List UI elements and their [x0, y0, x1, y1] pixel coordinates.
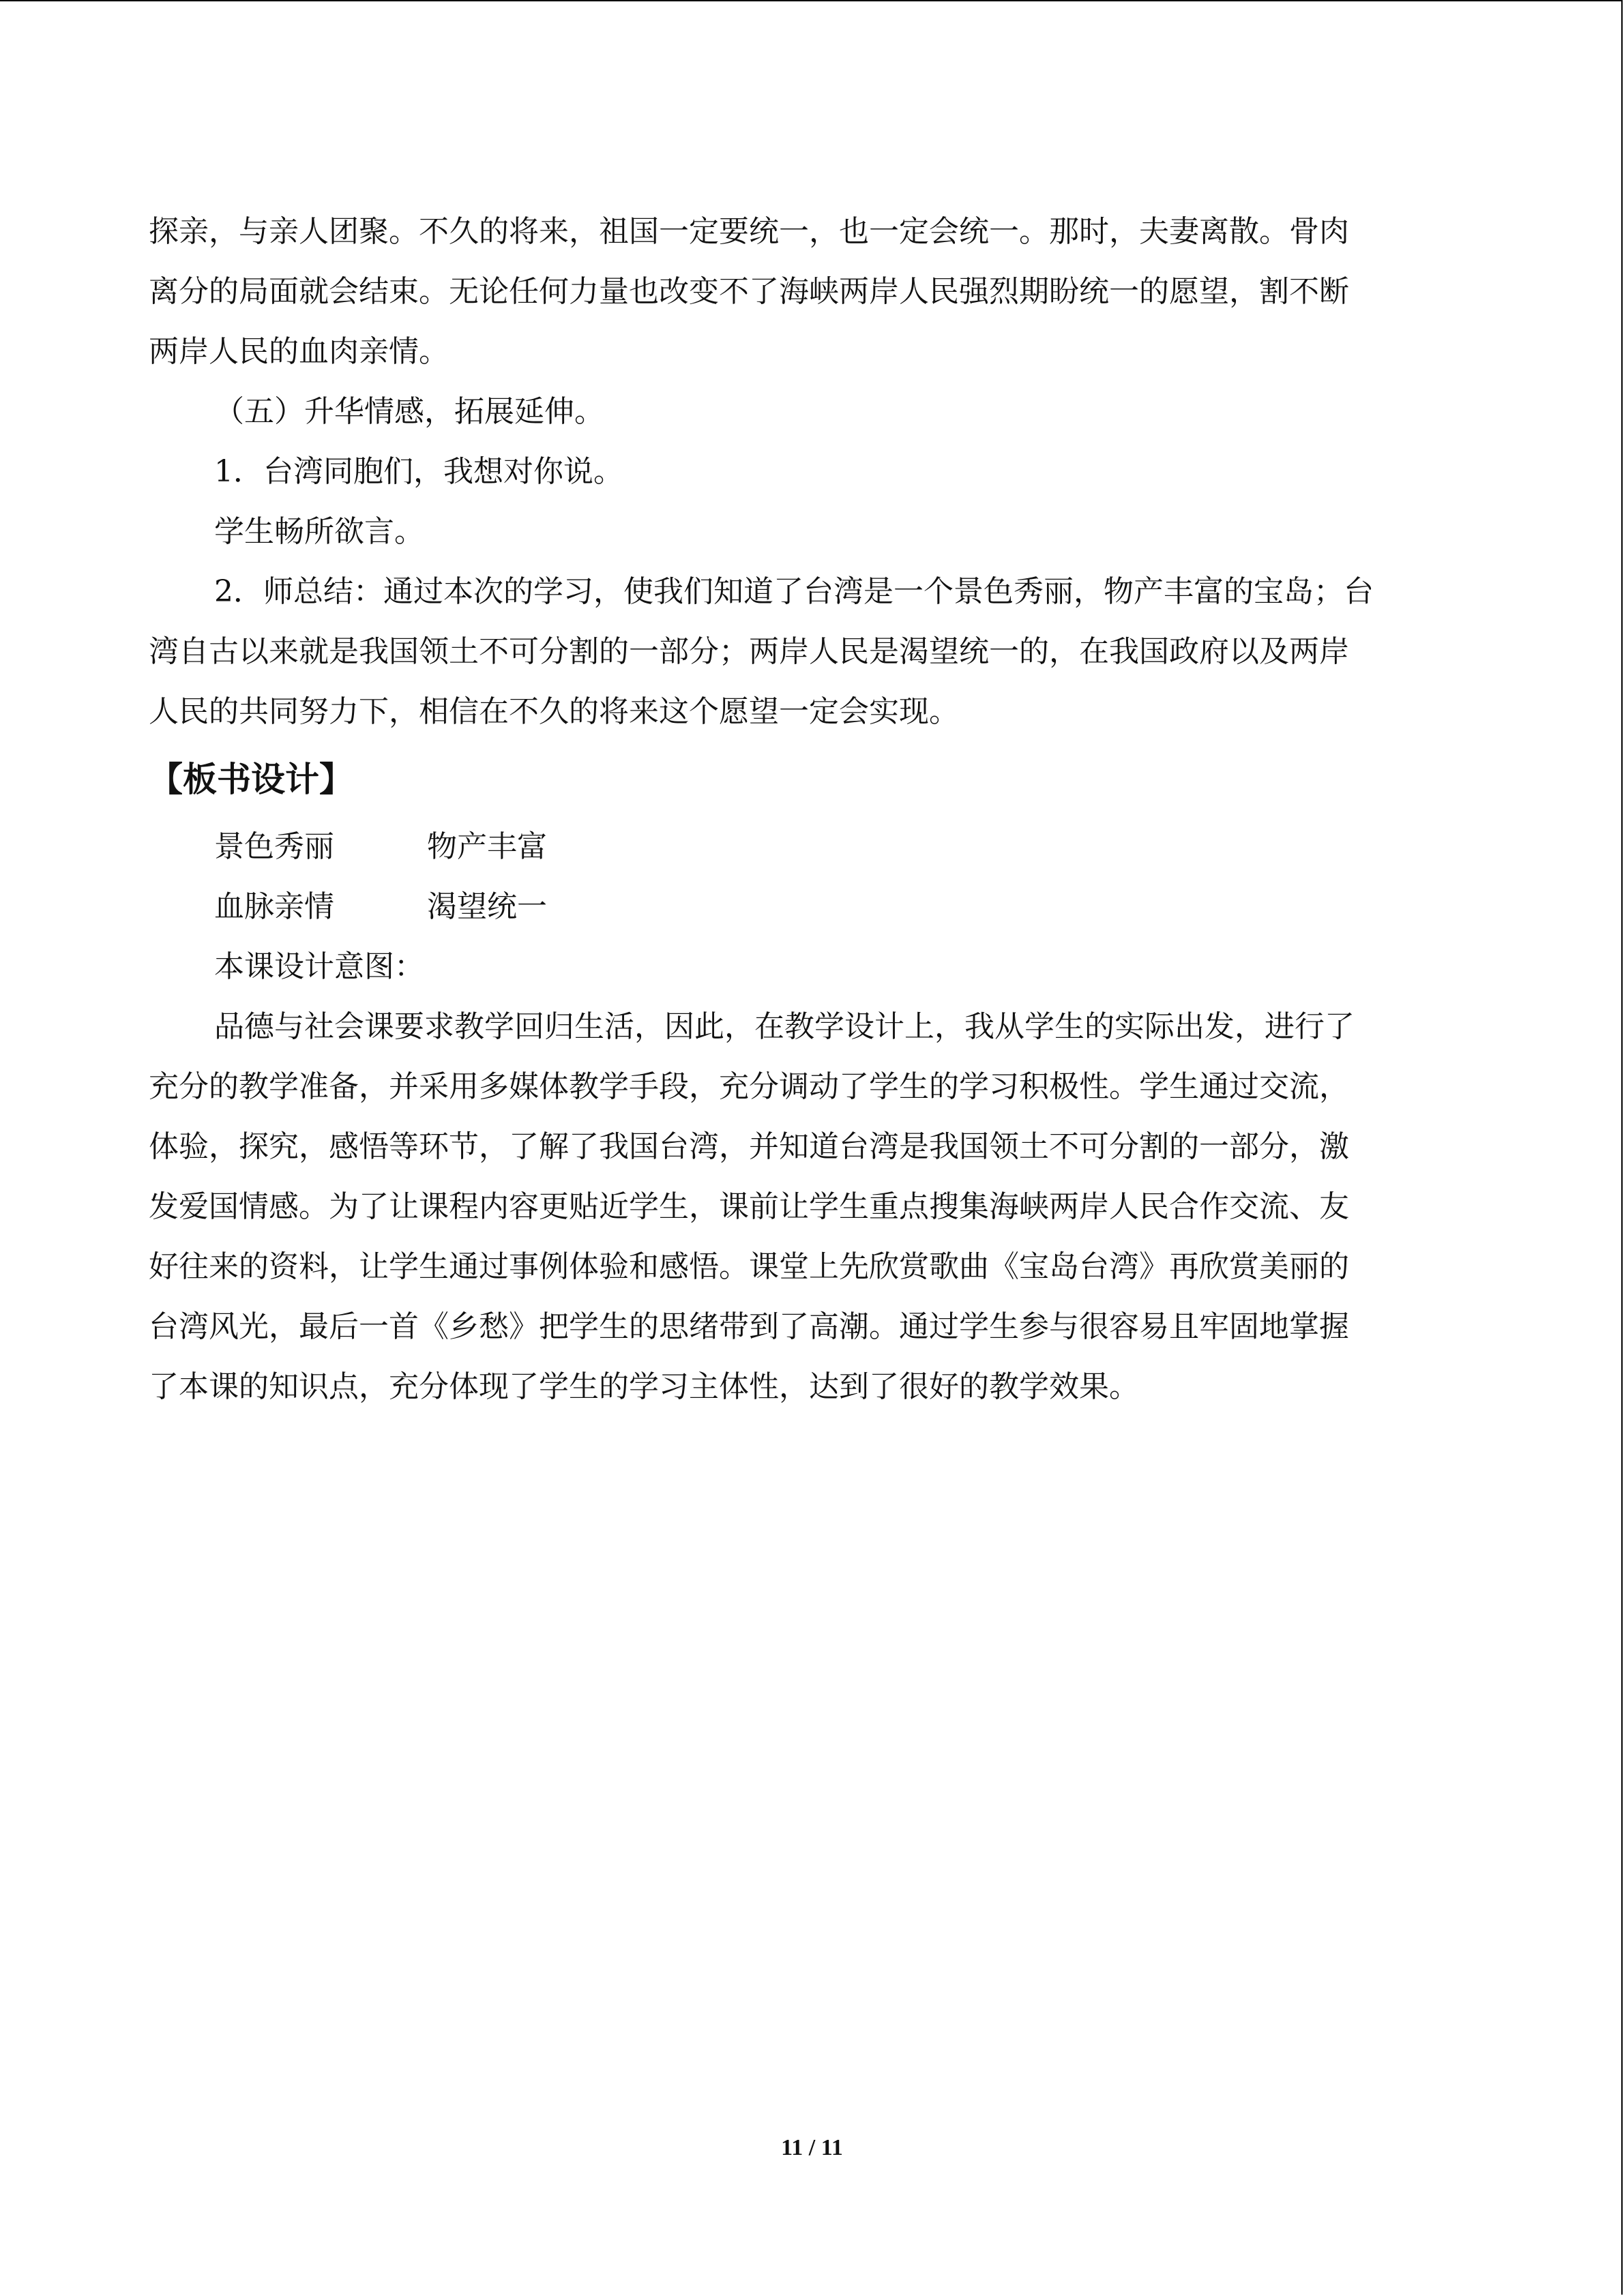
board-cell: 血脉亲情 [214, 889, 334, 924]
text-line: 好往来的资料，让学生通过事例体验和感悟。课堂上先欣赏歌曲《宝岛台湾》再欣赏美丽的 [149, 1249, 1349, 1284]
document-body [149, 202, 1475, 1417]
text-line: 湾自古以来就是我国领土不可分割的一部分；两岸人民是渴望统一的，在我国政府以及两岸 [149, 634, 1349, 669]
text-line: 品德与社会课要求教学回归生活，因此，在教学设计上，我从学生的实际出发，进行了 [214, 1009, 1355, 1044]
text-line: 了本课的知识点，充分体现了学生的学习主体性，达到了很好的教学效果。 [149, 1369, 1139, 1404]
text-line: 台湾风光，最后一首《乡愁》把学生的思绪带到了高潮。通过学生参与很容易且牢固地掌握 [149, 1309, 1349, 1344]
text-line: 两岸人民的血肉亲情。 [149, 334, 449, 369]
item-two-summary [149, 562, 1475, 742]
text-line: 发爱国情感。为了让课程内容更贴近学生，课前让学生重点搜集海峡两岸人民合作交流、友 [149, 1189, 1349, 1224]
text-line: 离分的局面就会结束。无论任何力量也改变不了海峡两岸人民强烈期盼统一的愿望，割不断 [149, 274, 1349, 309]
page-number: 11 / 11 [781, 2135, 843, 2160]
text-line: 人民的共同努力下，相信在不久的将来这个愿望一定会实现。 [149, 694, 959, 729]
students-response: 学生畅所欲言。 [214, 514, 424, 549]
text-line: 探亲，与亲人团聚。不久的将来，祖国一定要统一，也一定会统一。那时，夫妻离散。骨肉 [149, 214, 1349, 249]
text-line: 充分的教学准备，并采用多媒体教学手段，充分调动了学生的学习积极性。学生通过交流， [149, 1069, 1349, 1104]
text-line: 2．师总结：通过本次的学习，使我们知道了台湾是一个景色秀丽，物产丰富的宝岛；台 [214, 574, 1374, 609]
board-cell: 景色秀丽 [214, 829, 334, 864]
board-design [149, 817, 1475, 937]
design-intent-paragraph [149, 997, 1475, 1417]
item-one: 1．台湾同胞们，我想对你说。 [214, 454, 623, 489]
board-row [149, 877, 1475, 937]
board-cell: 渴望统一 [427, 889, 547, 924]
design-intent-label: 本课设计意图： [214, 949, 424, 984]
board-cell: 物产丰富 [427, 829, 547, 864]
board-row [149, 817, 1475, 877]
paragraph-reunion [149, 202, 1475, 382]
board-design-heading: 【板书设计】 [149, 760, 353, 799]
text-line: 体验，探究，感悟等环节，了解了我国台湾，并知道台湾是我国领土不可分割的一部分，激 [149, 1129, 1349, 1164]
section-five-title: （五）升华情感，拓展延伸。 [214, 394, 604, 429]
